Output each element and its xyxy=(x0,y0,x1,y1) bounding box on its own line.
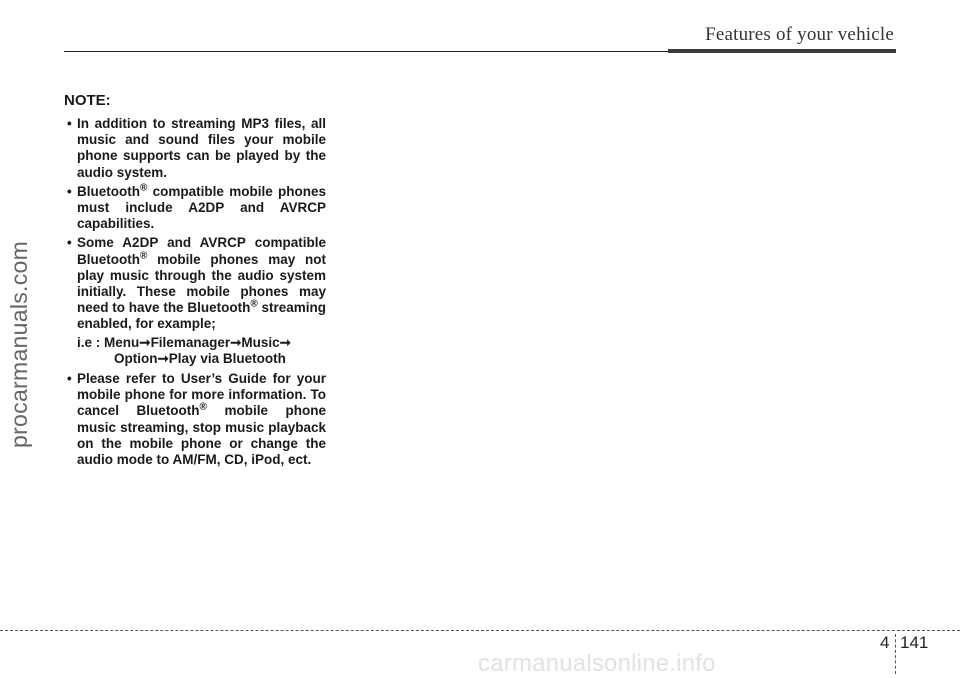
note-bullet-mp3 xyxy=(64,116,326,181)
bullet-text: In addition to streaming MP3 files, all music and sound files your mobile phone supports can be played by the audio system. xyxy=(77,116,326,180)
note-bullet-a2dp xyxy=(64,184,326,233)
footer-rule xyxy=(0,630,960,631)
footer-divider xyxy=(895,634,896,674)
bullet-mark: • xyxy=(67,371,72,387)
registered-mark: ® xyxy=(199,401,207,413)
bullet-text: Please refer to User’s Guide for your mobile phone for more information. To cancel Bluetooth xyxy=(77,371,326,419)
registered-mark: ® xyxy=(140,250,148,262)
page-number: 141 xyxy=(900,633,929,652)
bullet-mark: • xyxy=(67,183,72,199)
bullet-text: mobile phone music streaming, stop music playback on the mobile phone or change the audio mode to AM/FM, CD, iPod, ect. xyxy=(77,403,326,468)
menu-path-line-2: Option➞Play via Bluetooth xyxy=(114,350,286,366)
header-accent-bar xyxy=(668,49,896,53)
side-watermark: procarmanuals.com xyxy=(6,240,32,448)
bullet-text: Bluetooth xyxy=(77,183,140,199)
bullet-text: streaming enabled, for example; xyxy=(77,300,326,332)
header-rule xyxy=(64,51,670,52)
menu-path-line-1: i.e : Menu➞Filemanager➞Music➞ xyxy=(77,334,291,350)
note-bullet-compatibility xyxy=(64,235,326,332)
note-section xyxy=(64,92,326,471)
bullet-text: mobile phones may not play music through the audio system initially. These mobile phones may need to have the Bluetooth xyxy=(77,251,326,316)
registered-mark: ® xyxy=(250,298,258,310)
bullet-mark: • xyxy=(67,116,72,131)
chapter-number: 4 xyxy=(880,633,890,652)
bullet-text: Some A2DP and AVRCP compatible Bluetooth xyxy=(77,235,326,267)
page-header-title: Features of your vehicle xyxy=(705,24,894,45)
note-title: NOTE: xyxy=(64,92,111,109)
note-bullet-users-guide xyxy=(64,371,326,468)
bottom-watermark: carmanualsonline.info xyxy=(478,650,716,677)
bullet-text: compatible mobile phones must include A2DP and AVRCP capabilities. xyxy=(77,183,326,232)
registered-mark: ® xyxy=(140,182,148,194)
bullet-mark: • xyxy=(67,235,72,251)
